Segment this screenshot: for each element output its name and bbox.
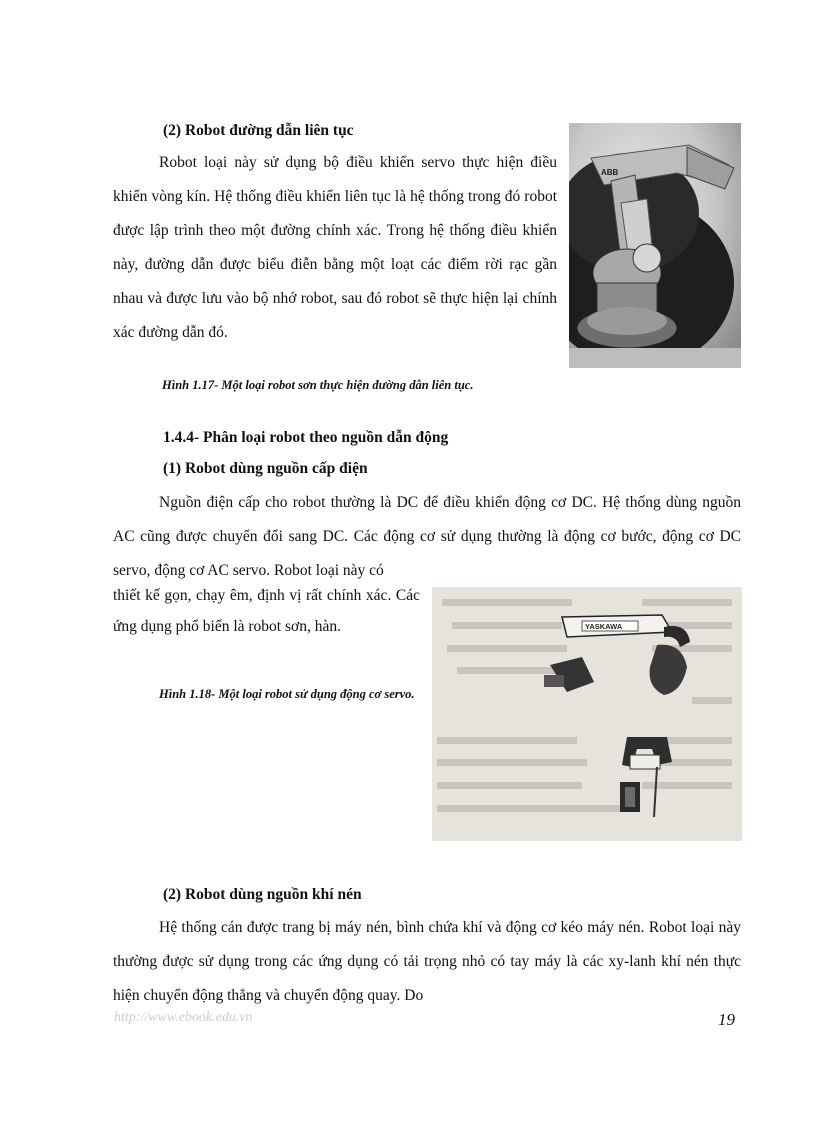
figure-1-17-caption: Hình 1.17- Một loại robot sơn thực hiện đường dẫn liên tục. xyxy=(162,378,474,392)
figure-1-17-robot-photo xyxy=(569,123,741,368)
paragraph-pneumatic: Hệ thống cán được trang bị máy nén, bình chứa khí và động cơ kéo máy nén. Robot loại này thường được sử dụng trong các ứng dụng có tải trọng nhỏ có tay máy là các xy-lanh khí nén thực hiện chuyển động thẳng và chuyển động quay. Do xyxy=(113,919,741,1004)
subsection-heading-electric: (1) Robot dùng nguồn cấp điện xyxy=(163,460,368,477)
paragraph-electric-part1: Nguồn điện cấp cho robot thường là DC để điều khiển động cơ DC. Hệ thống dùng nguồn AC cũng được chuyển đổi sang DC. Các động cơ sử dụng thường là động cơ bước, động cơ DC servo, động cơ AC servo. Robot loại này có xyxy=(113,494,741,579)
paragraph-electric-part2: thiết kế gọn, chạy êm, định vị rất chính xác. Các ứng dụng phổ biến là robot sơn, hàn. xyxy=(113,587,420,635)
subsection-heading-pneumatic: (2) Robot dùng nguồn khí nén xyxy=(163,886,362,903)
figure-1-18-caption: Hình 1.18- Một loại robot sử dụng động cơ servo. xyxy=(159,687,415,701)
figure-1-17-logo: ABB xyxy=(601,168,619,177)
page-number: 19 xyxy=(718,1010,735,1029)
figure-1-18-robot-photo xyxy=(432,587,742,841)
section-heading-continuous-path: (2) Robot đường dẫn liên tục xyxy=(163,122,354,139)
paragraph-continuous-path: Robot loại này sử dụng bộ điều khiển servo thực hiện điều khiển vòng kín. Hệ thống điều khiển liên tục là hệ thống trong đó robot được lập trình theo một đường chính xác. Trong hệ thống điều khiển này, đường dẫn được biểu điễn bằng một loạt các điểm rời rạc gần nhau và được lưu vào bộ nhớ robot, sau đó robot sẽ thực hiện lại chính xác đường dẫn đó. xyxy=(113,154,557,341)
footer-website-link[interactable]: http://www.ebook.edu.vn xyxy=(114,1010,253,1025)
figure-1-18-logo: YASKAWA xyxy=(585,622,623,631)
section-heading-power-source: 1.4.4- Phân loại robot theo nguồn dẫn động xyxy=(163,429,449,446)
